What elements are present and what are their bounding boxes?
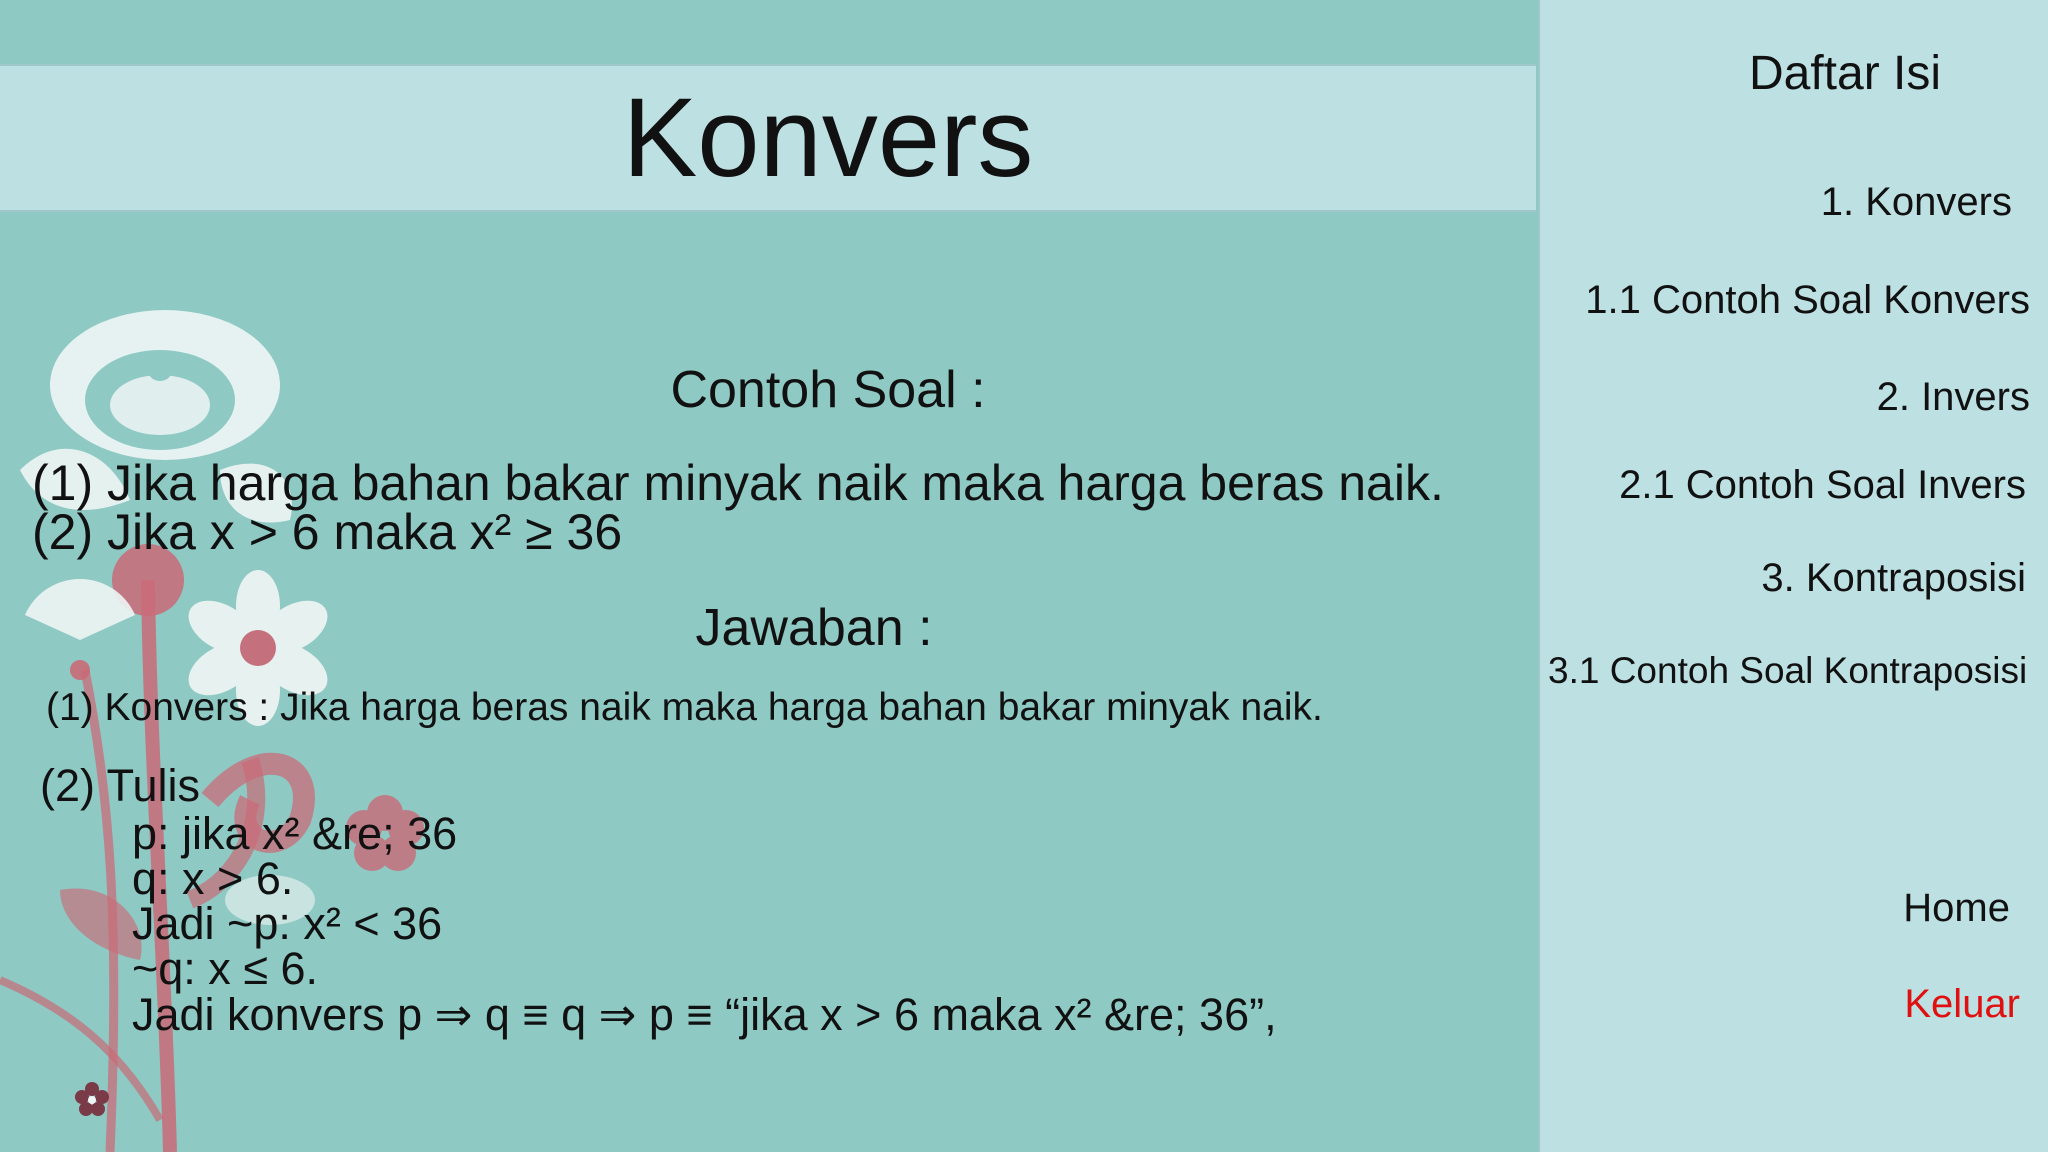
nav-link-contoh-soal-invers[interactable]: 2.1 Contoh Soal Invers [1619,463,2026,507]
table-of-contents-sidebar [1538,0,2048,1152]
problem-item: (2) Jika x > 6 maka x² ≥ 36 [32,504,623,560]
answer-line: q: x > 6. [132,853,294,904]
nav-link-contoh-soal-konvers[interactable]: 1.1 Contoh Soal Konvers [1585,278,2030,322]
example-heading: Contoh Soal : [670,361,986,419]
nav-link-kontraposisi[interactable]: 3. Kontraposisi [1761,556,2026,600]
problem-item: (1) Jika harga bahan bakar minyak naik maka harga beras naik. [32,455,1444,511]
nav-link-konvers[interactable]: 1. Konvers [1820,180,2012,224]
answer-line: p: jika x² &re; 36 [132,808,458,859]
exit-link[interactable]: Keluar [1904,982,2020,1026]
sidebar-title: Daftar Isi [1748,47,1942,100]
nav-link-invers[interactable]: 2. Invers [1876,375,2030,419]
answer-heading: Jawaban : [695,599,933,657]
answer-item: (2) Tulis [40,760,201,811]
nav-link-contoh-soal-kontraposisi[interactable]: 3.1 Contoh Soal Kontraposisi [1548,650,2028,691]
page-title: Konvers [622,75,1034,200]
title-banner [0,64,1536,212]
answer-line: Jadi konvers p ⇒ q ≡ q ⇒ p ≡ “jika x > 6 maka x² &re; 36”, [132,989,1277,1040]
answer-item: (1) Konvers : Jika harga beras naik maka harga bahan bakar minyak naik. [46,686,1323,729]
answer-line: Jadi ~p: x² < 36 [132,898,443,949]
home-link[interactable]: Home [1903,886,2010,930]
answer-line: ~q: x ≤ 6. [132,943,319,994]
